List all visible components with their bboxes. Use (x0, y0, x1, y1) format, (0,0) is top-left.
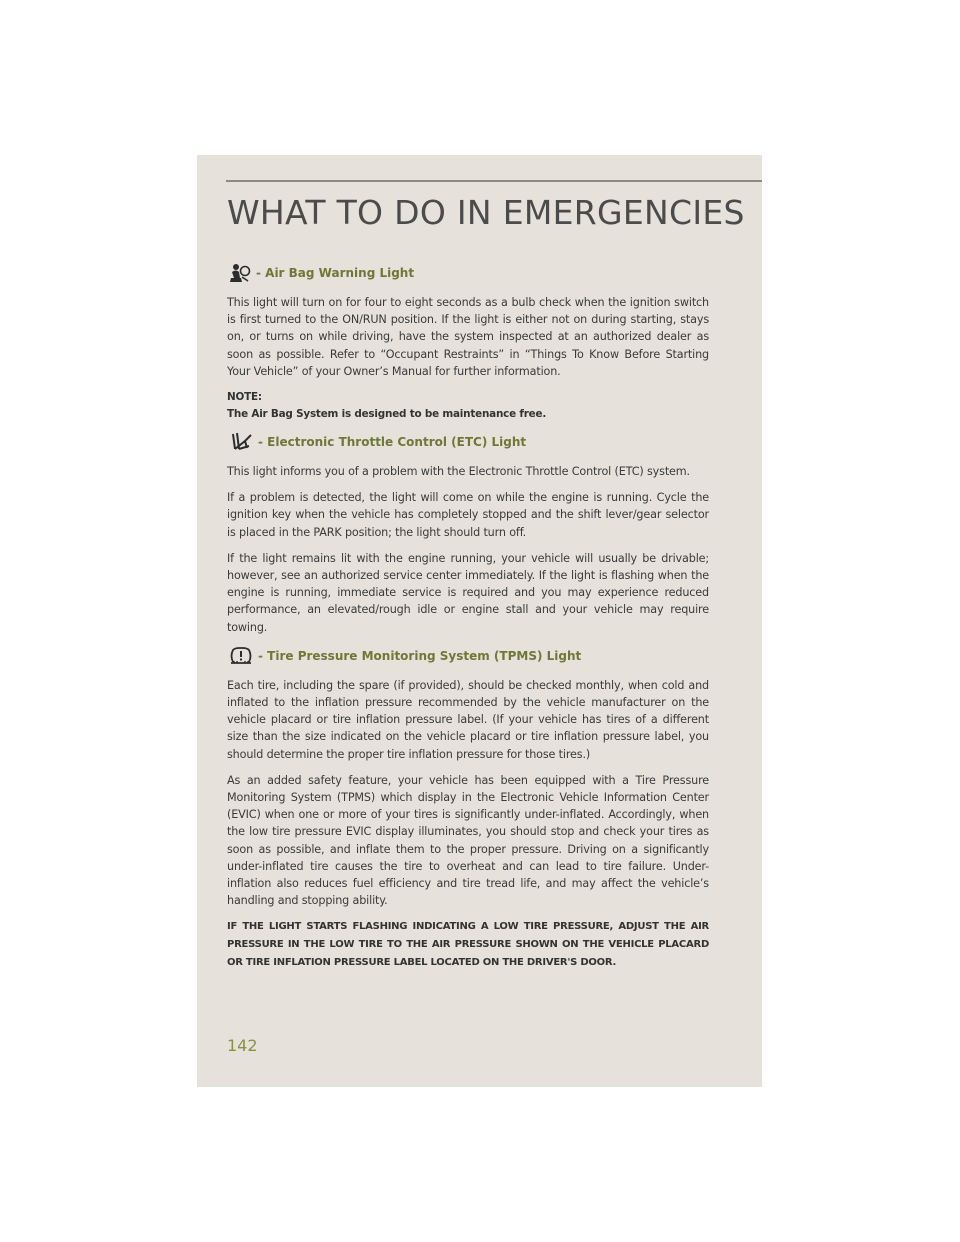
tpms-icon (227, 646, 255, 666)
page-content (227, 262, 709, 972)
note-text: The Air Bag System is designed to be maintenance free. (227, 408, 547, 421)
etc-icon (227, 432, 255, 452)
etc-paragraph-1: This light informs you of a problem with the Electronic Throttle Control (ETC) system. (227, 465, 690, 479)
etc-paragraph-2: If a problem is detected, the light will come on while the engine is running. Cycle the ignition key when the vehicle has completely stopped and the shift lever/gear selector is placed in the PARK position; the light should turn off. (227, 491, 709, 539)
etc-heading (227, 431, 709, 453)
tpms-warning: IF THE LIGHT STARTS FLASHING INDICATING A LOW TIRE PRESSURE, ADJUST THE AIR PRESSURE IN THE LOW TIRE TO THE AIR PRESSURE SHOWN ON THE VEHICLE PLACARD OR TIRE INFLATION PRESSURE LABEL LOCATED ON THE DRIVER'S DOOR. (227, 921, 709, 969)
tpms-paragraph-2: As an added safety feature, your vehicle has been equipped with a Tire Pressure Monitoring System (TPMS) which display in the Electronic Vehicle Information Center (EVIC) when one or more of your tires is significantly under-inflated. Accordingly, when the low tire pressure EVIC display illuminates, you should stop and check your tires as soon as possible, and inflate them to the proper pressure. Driving on a significantly under-inflated tire causes the tire to overheat and can lead to tire failure. Under-inflation also reduces fuel efficiency and tire tread life, and may affect the vehicle’s handling and stopping ability. (227, 773, 709, 908)
header-rule (226, 180, 762, 182)
page-number: 142 (227, 1036, 258, 1055)
airbag-heading (227, 262, 709, 284)
chapter-title: WHAT TO DO IN EMERGENCIES (227, 193, 745, 232)
tpms-heading (227, 645, 709, 667)
etc-heading-text: - Electronic Throttle Control (ETC) Light (258, 435, 527, 450)
airbag-icon (227, 263, 253, 283)
tpms-heading-text: - Tire Pressure Monitoring System (TPMS) Light (258, 648, 582, 663)
airbag-note (227, 389, 709, 423)
airbag-body: This light will turn on for four to eight seconds as a bulb check when the ignition switch is first turned to the ON/RUN position. If the light is either not on during starting, stays on, or turns on while driving, have the system inspected at an authorized dealer as soon as possible. Refer to “Occupant Restraints” in “Things To Know Before Starting Your Vehicle” of your Owner’s Manual for further information. (227, 296, 709, 378)
note-label: NOTE: (227, 391, 262, 404)
airbag-heading-text: - Air Bag Warning Light (256, 266, 415, 280)
tpms-paragraph-1: Each tire, including the spare (if provided), should be checked monthly, when cold and inflated to the inflation pressure recommended by the vehicle manufacturer on the vehicle placard or tire inflation pressure label. (If your vehicle has tires of a different size than the size indicated on the vehicle placard or tire inflation pressure label, you should determine the proper tire inflation pressure for those tires.) (227, 678, 709, 761)
etc-paragraph-3: If the light remains lit with the engine running, your vehicle will usually be drivable; however, see an authorized service center immediately. If the light is flashing when the engine is running, immediate service is required and you may experience reduced performance, an elevated/rough idle or engine stall and your vehicle may require towing. (227, 551, 709, 634)
